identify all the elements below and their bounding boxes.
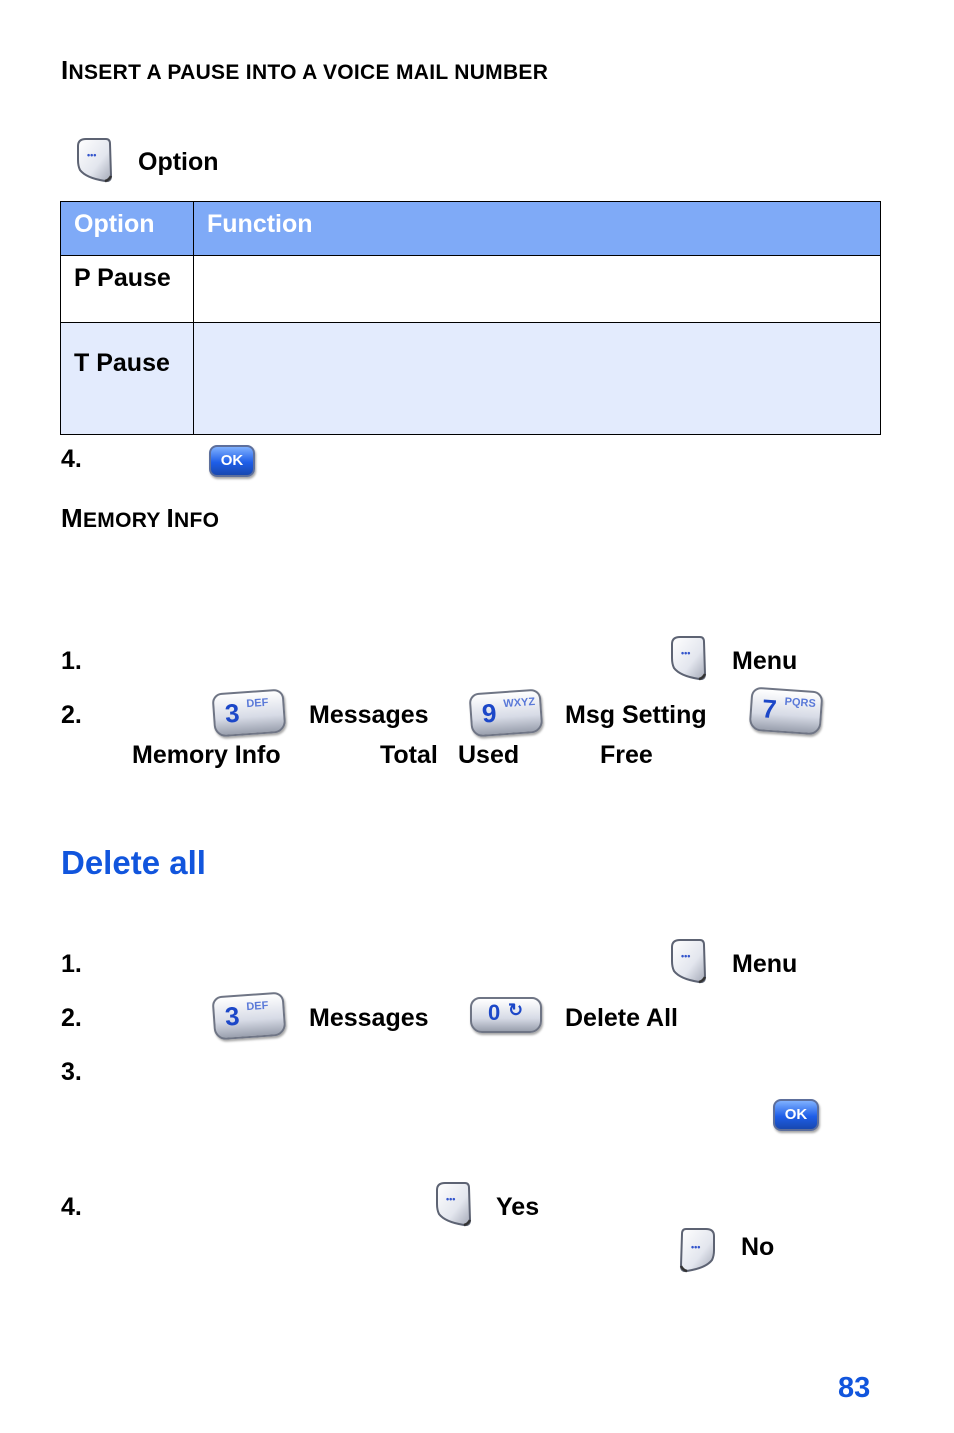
left-softkey-icon [74, 136, 114, 184]
heading-initial: I [166, 503, 174, 533]
table-cell-option: T Pause [61, 323, 194, 435]
table-row [61, 323, 881, 435]
delete-all-label: Delete All [565, 1004, 679, 1032]
heading-initial: I [61, 55, 69, 85]
menu-label: Menu [732, 950, 798, 978]
heading-rest: NFO [173, 509, 220, 532]
option-function-table [60, 201, 881, 435]
heading-rest: EMORY [82, 509, 167, 532]
msg-setting-label: Msg Setting [565, 701, 707, 729]
key-0-icon [470, 997, 542, 1033]
memory-info-label: Memory Info [132, 741, 281, 769]
table-header-option: Option [61, 202, 194, 256]
key-digit: 3 [223, 1000, 241, 1032]
ok-key-icon: OK [773, 1099, 819, 1131]
key-letters: ↻ [508, 1000, 524, 1020]
table-cell-option: P Pause [61, 256, 194, 323]
step-number: 4. [61, 445, 82, 473]
step-number: 1. [61, 950, 82, 978]
messages-label: Messages [309, 1004, 429, 1032]
heading-initial: M [61, 503, 83, 533]
table-header-function: Function [194, 202, 881, 256]
left-softkey-icon [668, 634, 708, 682]
key-letters: PQRS [784, 695, 817, 711]
ok-key-icon: OK [209, 445, 255, 477]
key-7-icon [749, 687, 824, 736]
key-digit: 3 [223, 697, 241, 729]
step-number: 1. [61, 647, 82, 675]
free-label: Free [600, 741, 653, 769]
step-number: 3. [61, 1058, 82, 1086]
left-softkey-icon [433, 1180, 473, 1228]
yes-label: Yes [496, 1193, 540, 1221]
left-softkey-icon [668, 937, 708, 985]
page-number: 83 [838, 1372, 871, 1404]
heading-rest: NSERT A PAUSE INTO A VOICE MAIL NUMBER [68, 61, 549, 84]
delete-all-title: Delete all [61, 844, 206, 881]
key-letters: DEF [245, 696, 269, 711]
used-label: Used [458, 741, 520, 769]
key-3-icon [212, 689, 287, 738]
no-label: No [741, 1233, 775, 1261]
table-cell-function [194, 256, 881, 323]
step-number: 2. [61, 1004, 82, 1032]
table-row [61, 256, 881, 323]
key-digit: 0 [488, 1000, 501, 1025]
total-label: Total [380, 741, 438, 769]
key-letters: WXYZ [502, 695, 536, 711]
messages-label: Messages [309, 701, 429, 729]
key-3-icon [212, 992, 287, 1041]
option-label: Option [138, 148, 219, 176]
section-heading-insert-pause [61, 55, 548, 86]
key-digit: 7 [761, 693, 778, 725]
step-number: 4. [61, 1193, 82, 1221]
key-letters: DEF [245, 999, 269, 1014]
right-softkey-icon [678, 1226, 718, 1274]
table-cell-function [194, 323, 881, 435]
key-9-icon [469, 689, 544, 738]
step-number: 2. [61, 701, 82, 729]
key-digit: 9 [480, 697, 498, 729]
section-heading-memory-info [61, 503, 219, 534]
menu-label: Menu [732, 647, 798, 675]
